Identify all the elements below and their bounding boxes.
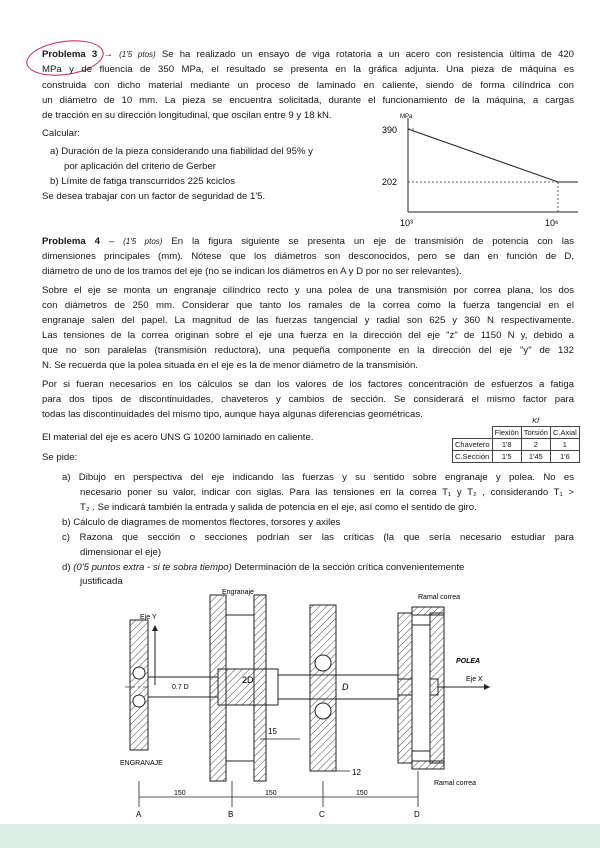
label-engranaje-top: Engranaje	[222, 589, 254, 596]
kf-col-torsion: Torsión	[521, 427, 550, 439]
dim-15: 15	[268, 727, 277, 736]
pulley-rim-top	[412, 607, 444, 615]
kf-cell: 1'5	[492, 451, 521, 463]
sn-x-left-label: 10³	[400, 218, 414, 228]
p4-item-a-line1: a) Dibujo en perspectiva del eje indicando las fuerzas y su sentido sobre engranaje y polea. No es	[62, 472, 574, 483]
sn-curve-line	[408, 129, 578, 182]
p4-item-c-line2: dimensionar el eje)	[80, 547, 162, 558]
p3-item-b: b) Límite de fatiga transcurridos 225 kciclos	[50, 176, 236, 187]
bearing-a	[130, 620, 148, 750]
pulley-rim-bottom	[412, 761, 444, 769]
pulley-left-flange	[398, 613, 412, 763]
point-label-a: A	[136, 810, 142, 819]
point-label-c: C	[319, 810, 325, 819]
p4-p2-line3: engranaje salen del papel. La magnitud de las fuerzas tangencial y radial son 625 y 360 N respectivamente.	[42, 315, 574, 326]
p4-p2-line5: que no son paralelas (transmisión reductora), una pequeña componente en la dirección del eje "y" de 132	[42, 345, 574, 356]
p4-p3-line3: todas las discontinuidades del mismo tipo, aunque haya algunas diferencias geométricas.	[42, 409, 423, 420]
p4-item-a-line2: necesario poner su valor, indicar con siglas. Para las tensiones en la correa T₁ y T₂ , considerando T₁ >	[80, 487, 574, 498]
p4-item-a-line3: T₂ . Se indicará también la entrada y salida de potencia en el eje, así como el sentido de giro.	[80, 502, 477, 513]
p4-se-pide: Se pide:	[42, 452, 78, 463]
label-engranaje-low: ENGRANAJE	[120, 760, 163, 767]
p4-p3-line2: para dos tipos de discontinuidades, chaveteros y cambios de sección. Se considerará el mismo factor para	[42, 394, 574, 405]
dim-2d: 2D	[242, 675, 254, 685]
p4-item-d-line1: d) (0'5 puntos extra - si te sobra tiempo) Determinación de la sección crítica convenientemente	[62, 562, 465, 573]
kf-cell: 1	[550, 439, 579, 451]
label-ramal-correa-low: Ramal correa	[434, 780, 477, 787]
p3-line4: un diámetro de 10 mm. La pieza se encuentra solicitada, durante el funcionamiento de la máquina, a cargas	[42, 95, 574, 106]
gear-hub-right	[254, 595, 266, 781]
kf-row-cseccion	[453, 451, 580, 463]
p3-calcular: Calcular:	[42, 128, 80, 139]
scan-bottom-band	[0, 824, 600, 848]
dim-150-ab: 150	[174, 790, 186, 797]
dim-150-cd: 150	[356, 790, 368, 797]
p4-item-c-line1: c) Razona que sección o secciones podrían ser las críticas (la que sería necesario estudiar para	[62, 532, 574, 543]
dim-07d: 0.7 D	[172, 684, 189, 691]
p3-item-a2: por aplicación del criterio de Gerber	[64, 161, 216, 172]
kf-cell: 1'8	[492, 439, 521, 451]
dim-150-bc: 150	[265, 790, 277, 797]
kf-cell: 1'6	[550, 451, 579, 463]
p3-line2: MPa y de fluencia de 350 MPa, el resultado se presenta en la gráfica adjunta. Una pieza de máquina es	[42, 64, 574, 75]
kf-row-chavetero	[453, 439, 580, 451]
label-eje-y: Eje Y	[140, 614, 157, 621]
shaft-figure	[100, 585, 500, 820]
p4-p1-line2: dimensiones principales (mm). Nótese que los diámetros son desconocidos, pero se dan en función de D,	[42, 251, 574, 262]
gear-hub-left	[210, 595, 226, 781]
p4-p2-line4: Las tensiones de la correa originan sobre el eje una fuerza en la dirección del eje "z" de 1150 N y, debido a	[42, 330, 574, 341]
p4-item-b: b) Cálculo de diagrames de momentos flectores, torsores y axiles	[62, 517, 341, 528]
dim-12: 12	[352, 768, 361, 777]
sn-y-unit: MPa	[400, 114, 413, 120]
shaft-segment-d	[278, 675, 398, 699]
p3-safety: Se desea trabajar con un factor de seguridad de 1'5.	[42, 191, 266, 202]
p4-p1-line3: diámetro de uno de los tramos del eje (no se indican los diámetros en A y D por no ser relevantes).	[42, 266, 462, 277]
label-ramal-correa-top: Ramal correa	[418, 594, 461, 601]
axis-x-arrowhead	[484, 684, 490, 690]
point-label-d: D	[414, 810, 420, 819]
kf-col-axial: C.Axial	[550, 427, 579, 439]
p3-line5: de tracción en su dirección longitudinal, que oscilan entre 9 y 18 kN.	[42, 110, 332, 121]
p4-item-d-line2: justificada	[80, 576, 123, 587]
p4-p2-line2: con diámetros de 250 mm. Considerar que tanto los ramales de la correa como la fuerza tangencial en el	[42, 300, 574, 311]
sn-y-low-label: 202	[382, 177, 398, 187]
kf-cell: 1'45	[521, 451, 550, 463]
kf-row-label: C.Sección	[453, 451, 493, 463]
kf-header-symbol: Kf	[532, 416, 540, 425]
p4-line1: Problema 4 – (1'5 ptos) En la figura siguiente se presenta un eje de transmisión de potencia con las	[42, 236, 574, 247]
p3-line1: Problema 3 → (1'5 ptos) Se ha realizado un ensayo de viga rotatoria a un acero con resistencia última de 420	[42, 49, 574, 60]
kf-col-flexion: Flexión	[492, 427, 521, 439]
p4-p2-line6: N. Se recuerda que la polea situada en el eje es la de menor diámetro de la transmisión.	[42, 360, 418, 371]
p3-item-a1: a) Duración de la pieza considerando una fiabilidad del 95% y	[50, 146, 313, 157]
bearing-a-ball	[133, 667, 145, 679]
p4-p2-line1: Sobre el eje se monta un engranaje cilíndrico recto y una polea de una transmisión por correa plana, los dos	[42, 285, 574, 296]
sn-y-top-label: 390	[382, 125, 398, 135]
bearing-c-ball	[315, 703, 331, 719]
sn-x-right-label: 10⁶	[545, 218, 559, 228]
bearing-c-housing	[310, 605, 336, 771]
kf-row-label: Chavetero	[453, 439, 493, 451]
p4-p3-line1: Por si fueran necesarios en los cálculos se dan los valores de los factores concentración de esfuerzos a fatiga	[42, 379, 574, 390]
label-eje-x: Eje X	[466, 676, 483, 683]
label-polea: POLEA	[456, 658, 481, 665]
bearing-c-ball	[315, 655, 331, 671]
kf-cell: 2	[521, 439, 550, 451]
dim-d: D	[342, 682, 349, 692]
axis-y-arrowhead	[152, 625, 158, 631]
pulley-right-flange	[430, 613, 444, 763]
p3-line3: construida con dicho material mediante un proceso de laminado en caliente, siendo de forma cilíndrica con	[42, 80, 574, 91]
kf-table	[452, 415, 580, 463]
pulley-web	[412, 625, 430, 751]
sn-curve-chart	[380, 112, 580, 230]
bearing-a-ball	[133, 695, 145, 707]
point-label-b: B	[228, 810, 234, 819]
p4-material: El material del eje es acero UNS G 10200 laminado en caliente.	[42, 432, 314, 443]
